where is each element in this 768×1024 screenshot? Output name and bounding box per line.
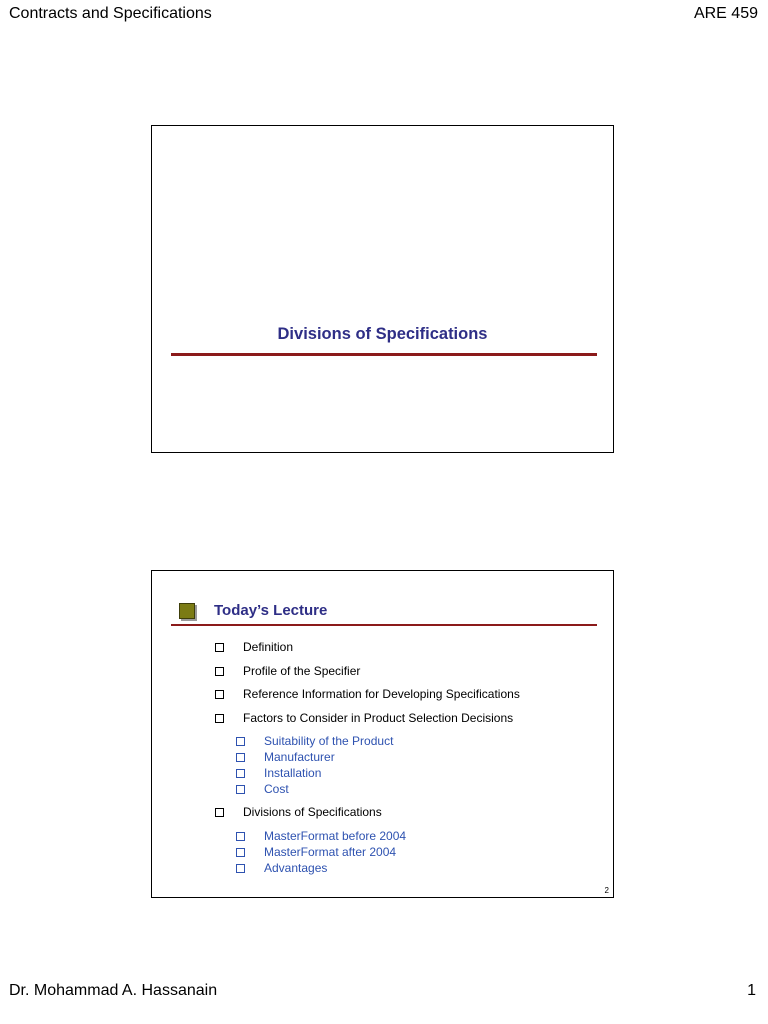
slide-todays-lecture: Today’s Lecture Definition Profile of the Specifier Reference Information for Developing Specifications Factors to Consider in Product Selection Decisions Suitability of the Product Manufacturer Installation Cost Divisions of Specifications MasterFormat before 2004 MasterFormat after 2004 Advantages 2 — [151, 570, 614, 898]
checkbox-bullet-icon — [215, 667, 224, 676]
checkbox-bullet-icon — [236, 864, 245, 873]
checkbox-bullet-icon — [236, 785, 245, 794]
checkbox-bullet-icon — [236, 753, 245, 762]
heading-underline — [171, 624, 597, 626]
checkbox-bullet-icon — [215, 643, 224, 652]
slide-heading: Today’s Lecture — [214, 602, 328, 619]
title-underline — [171, 353, 597, 356]
square-bullet-icon — [179, 603, 195, 619]
author-name: Dr. Mohammad A. Hassanain — [9, 982, 218, 999]
checkbox-bullet-icon — [215, 714, 224, 723]
checkbox-bullet-icon — [215, 808, 224, 817]
course-code: ARE 459 — [693, 5, 758, 22]
checkbox-bullet-icon — [236, 769, 245, 778]
checkbox-bullet-icon — [236, 737, 245, 746]
slide-title-text: Divisions of Specifications — [277, 325, 488, 343]
document-header-title: Contracts and Specifications — [9, 5, 212, 22]
page-number: 1 — [747, 982, 756, 999]
checkbox-bullet-icon — [215, 690, 224, 699]
slide-page-number: 2 — [604, 886, 609, 895]
checkbox-bullet-icon — [236, 832, 245, 841]
checkbox-bullet-icon — [236, 848, 245, 857]
slide-title — [151, 125, 614, 453]
